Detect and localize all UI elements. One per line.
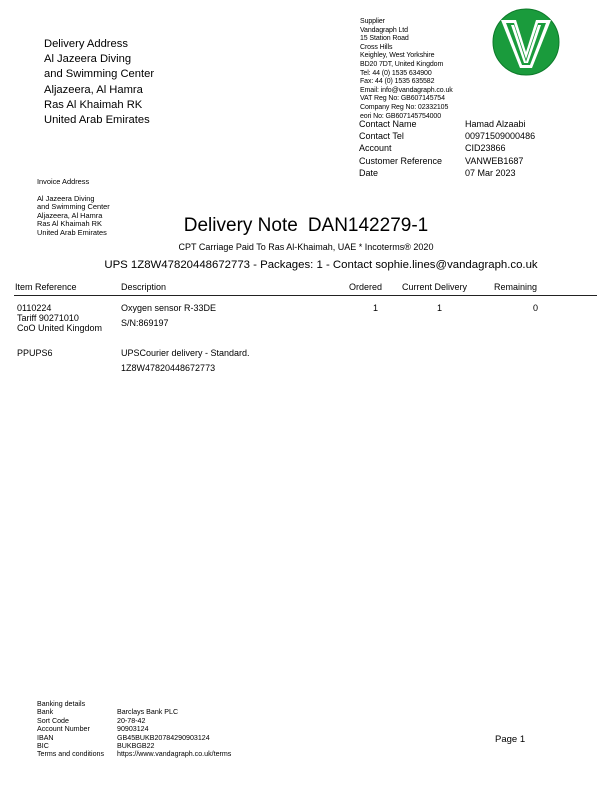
supplier-line: Email: info@vandagraph.co.uk [360,86,453,94]
header-current-delivery: Current Delivery [401,282,467,292]
contact-label: Date [359,167,379,178]
delivery-note-number: DAN142279-1 [307,215,429,236]
serial-number: S/N:869197 [121,318,169,328]
invoice-address-line: Ras Al Khaimah RK [37,219,102,229]
bank-label: IBAN [37,733,54,742]
header-item-reference: Item Reference [15,282,77,292]
terms-link[interactable]: https://www.vandagraph.co.uk/terms [117,750,232,759]
bank-row [37,708,231,716]
supplier-line: eori No: GB607145754000 [360,112,441,120]
bank-row [37,734,231,742]
bank-label: Sort Code [37,716,69,725]
page-title [0,215,612,237]
supplier-title: Supplier [360,18,385,25]
header-ordered: Ordered [348,282,382,292]
delivery-address-line: Al Jazeera Diving [44,53,132,66]
bank-row [37,742,231,750]
contact-row [359,167,535,179]
bank-label: Account Number [37,725,90,734]
supplier-line: Vandagraph Ltd [360,26,408,34]
bank-label: BIC [37,742,49,751]
delivery-address-line: United Arab Emirates [44,114,150,127]
contact-row [359,155,535,167]
incoterms-line: CPT Carriage Paid To Ras Al-Khaimah, UAE * Incoterms® 2020 [178,242,434,252]
delivery-address [44,37,154,128]
ordered-qty: 1 [372,303,378,313]
bank-row [37,717,231,725]
bank-row [37,725,231,733]
supplier-line: 15 Station Road [360,35,409,43]
delivery-address-line: Aljazeera, Al Hamra [44,83,143,96]
header-divider [14,295,597,296]
bank-value: 20-78-42 [117,716,146,725]
bank-value: BUKBGB22 [117,742,155,751]
contact-value: 00971509000486 [465,131,536,142]
contact-details [359,118,535,179]
bank-value: Barclays Bank PLC [117,708,179,717]
bank-value: GB45BUKB20784290903124 [117,733,210,742]
remaining-qty: 0 [532,303,538,313]
supplier-line: Tel: 44 (0) 1535 634900 [360,69,432,77]
tariff-code: Tariff 90271010 [17,313,79,323]
contact-value: CID23866 [465,143,506,154]
bank-label: Bank [37,708,54,717]
contact-row [359,130,535,142]
contact-label: Contact Tel [359,131,404,142]
contact-label: Account [359,143,392,154]
invoice-address-title: Invoice Address [37,177,90,186]
supplier-line: Keighley, West Yorkshire [360,52,435,60]
banking-title: Banking details [37,700,86,708]
bank-label: Terms and conditions [37,750,105,759]
item-description: Oxygen sensor R-33DE [121,303,217,313]
supplier-details [360,18,453,121]
contact-value: VANWEB1687 [465,155,524,166]
supplier-line: Fax: 44 (0) 1535 635582 [360,78,435,86]
contact-label: Customer Reference [359,155,443,166]
contact-row [359,142,535,154]
item-reference: 0110224 [17,303,52,313]
supplier-line: BD20 7DT, United Kingdom [360,60,444,68]
bank-value: 90903124 [117,725,149,734]
contact-value: 07 Mar 2023 [465,167,516,178]
supplier-line: Company Reg No: 02332105 [360,103,449,111]
page-number: Page 1 [495,734,526,745]
bank-row [37,750,231,758]
shipping-line: UPS 1Z8W47820448672773 - Packages: 1 - Contact sophie.lines@vandagraph.co.uk [104,259,538,271]
banking-details [37,700,231,759]
vandagraph-logo-icon [492,8,560,76]
tracking-number: 1Z8W47820448672773 [121,363,216,373]
delivery-address-line: and Swimming Center [44,68,155,81]
country-of-origin: CoO United Kingdom [17,323,103,333]
delivery-address-line: Ras Al Khaimah RK [44,98,143,111]
header-description: Description [121,282,167,292]
contact-value: Hamad Alzaabi [465,119,526,129]
item-reference: PPUPS6 [17,348,53,358]
item-description: UPSCourier delivery - Standard. [121,348,250,358]
supplier-line: VAT Reg No: GB607145754 [360,95,445,103]
invoice-address-line: United Arab Emirates [37,227,107,237]
supplier-line: Cross Hills [360,43,393,51]
invoice-address-line: Aljazeera, Al Hamra [37,210,103,220]
header-remaining: Remaining [493,282,537,292]
contact-label: Contact Name [359,119,417,129]
current-delivery-qty: 1 [436,303,442,313]
invoice-address-line: Al Jazeera Diving [37,194,95,203]
delivery-note-label: Delivery Note [183,215,298,236]
contact-row [359,118,535,130]
delivery-address-title: Delivery Address [44,38,128,50]
invoice-address-line: and Swimming Center [37,202,110,212]
